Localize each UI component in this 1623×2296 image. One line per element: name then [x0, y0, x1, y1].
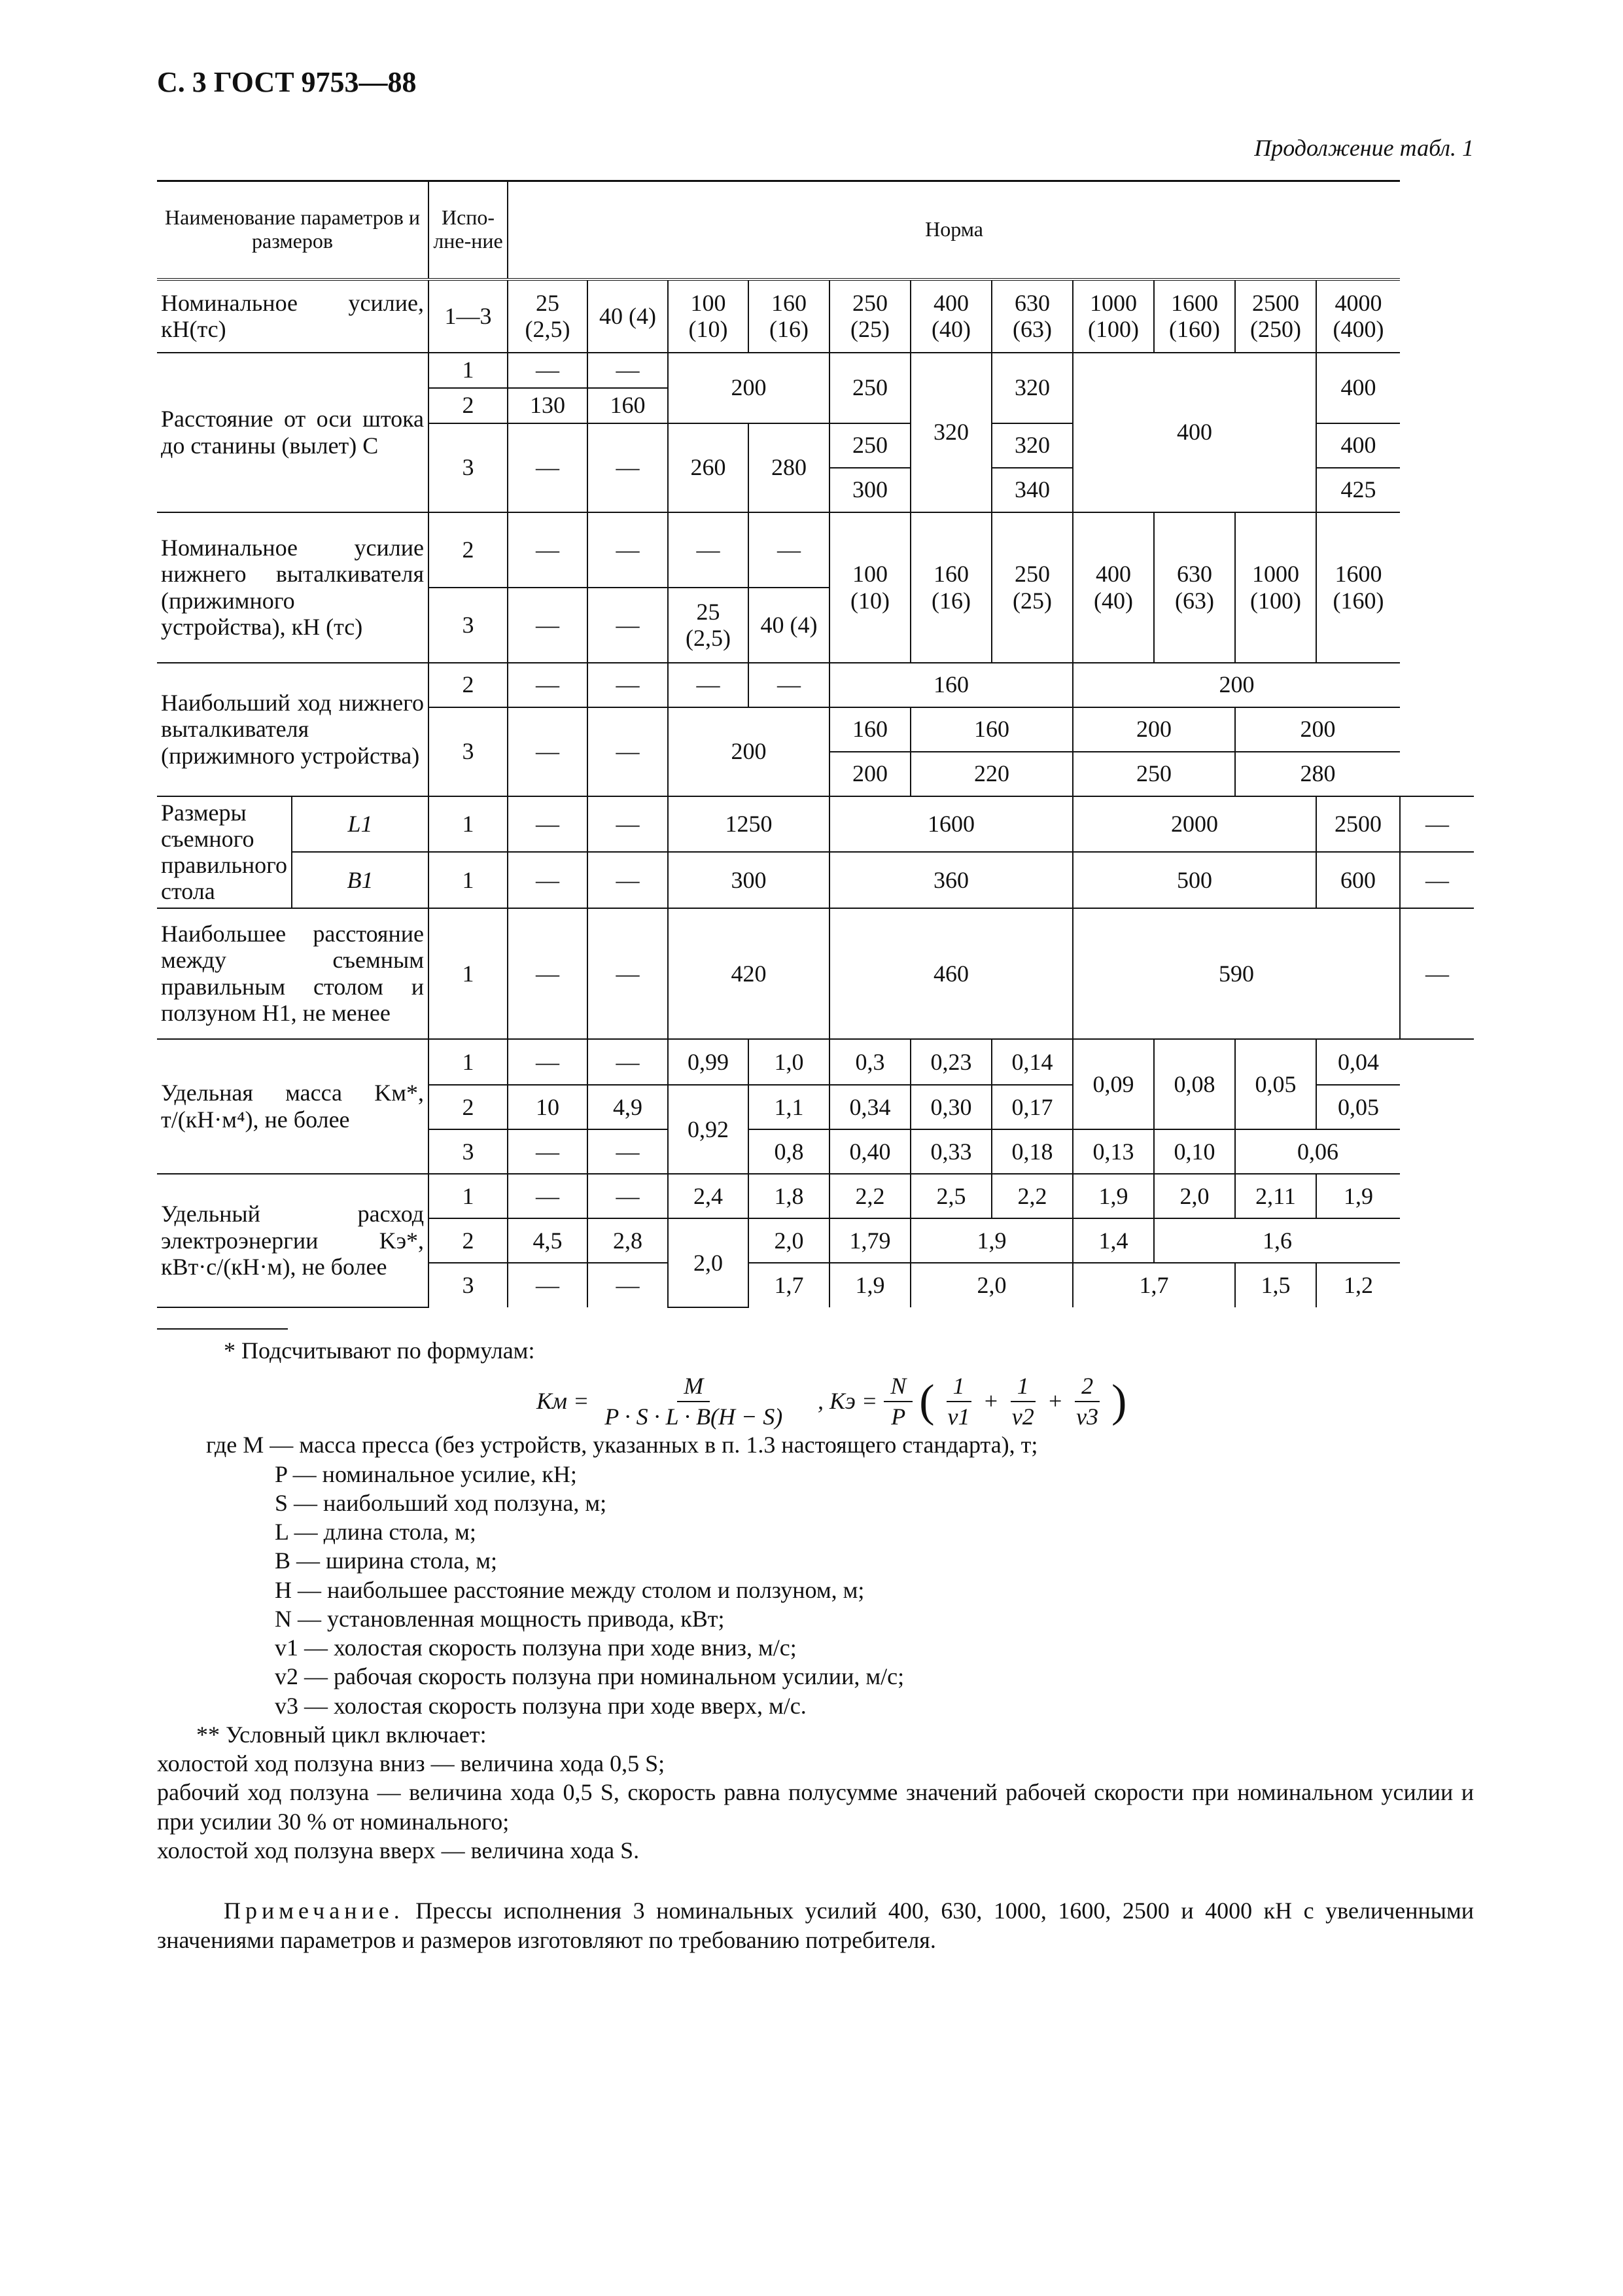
- cell: 1,7: [1073, 1263, 1235, 1307]
- cell: —: [1400, 852, 1474, 908]
- cell: 160 (16): [911, 512, 992, 663]
- cell: 0,13: [1073, 1129, 1154, 1174]
- cell: 100 (10): [829, 512, 911, 663]
- page-header: С. 3 ГОСТ 9753—88: [157, 66, 417, 98]
- cell: 280: [748, 423, 829, 512]
- cell: 0,3: [829, 1039, 911, 1085]
- cell: 260: [668, 423, 748, 512]
- cell: —: [748, 512, 829, 588]
- cell: 1,0: [748, 1039, 829, 1085]
- plus-sign: +: [983, 1388, 999, 1415]
- note-text: Прессы исполнения 3 номинальных усилий 400, 630, 1000, 1600, 2500 и 4000 кН с увеличенными значениями параметров и размеров изготовляют по требованию потребителя.: [157, 1898, 1475, 1953]
- formula-ke: [818, 1371, 1126, 1431]
- cell: —: [508, 353, 587, 388]
- cell: 1,9: [1073, 1174, 1154, 1218]
- cell: —: [587, 1174, 668, 1218]
- cell: 2,8: [587, 1218, 668, 1263]
- cell: 40 (4): [748, 588, 829, 663]
- cell: —: [508, 588, 587, 663]
- cell: 4,9: [587, 1085, 668, 1129]
- cell: 1,79: [829, 1218, 911, 1263]
- term-den: v2: [1011, 1403, 1034, 1430]
- cell: —: [587, 353, 668, 388]
- row-name-ejector-force: Номинальное усилие нижнего выталкивателя (прижимного устройства), кН (тс): [157, 512, 428, 663]
- cell: —: [508, 796, 587, 853]
- cell-l1: L1: [292, 796, 428, 853]
- cell: 0,33: [911, 1129, 992, 1174]
- legend-item: N — установленная мощность привода, кВт;: [275, 1605, 725, 1632]
- cell: 300: [829, 468, 911, 512]
- row-name-mass: Удельная масса Kм*, т/(кН·м⁴), не более: [157, 1039, 428, 1174]
- cell: 1600 (160): [1316, 512, 1400, 663]
- cell-b1: B1: [292, 852, 428, 908]
- cell: —: [1400, 796, 1474, 853]
- cell: 1,5: [1235, 1263, 1316, 1307]
- term-num: 1: [1011, 1371, 1036, 1402]
- cell: 160: [911, 707, 1073, 752]
- footnotes: [157, 1328, 1474, 1954]
- cell: 200: [1073, 663, 1400, 707]
- formulas: [157, 1365, 1474, 1430]
- row-name-table-size: Размеры съемного правильного стола: [157, 796, 292, 908]
- cell: 160: [829, 707, 911, 752]
- cell: 3: [428, 423, 508, 512]
- parameters-table: [157, 180, 1474, 1308]
- ke-term-3: [1070, 1371, 1105, 1431]
- km-numerator: M: [677, 1371, 710, 1402]
- legend-item: B — ширина стола, м;: [275, 1547, 497, 1574]
- row-name-distance: Наибольшее расстояние между съемным правильным столом и ползуном H1, не менее: [157, 908, 428, 1039]
- cell: —: [508, 1174, 587, 1218]
- plus-sign: +: [1047, 1388, 1064, 1415]
- cell: 1,6: [1154, 1218, 1400, 1263]
- cell: —: [508, 707, 587, 796]
- table-row: [157, 796, 1474, 853]
- cell: 0,30: [911, 1085, 992, 1129]
- cell: 1,9: [1316, 1174, 1400, 1218]
- row-name-force: Номинальное усилие, кН(тс): [157, 279, 428, 353]
- cell: 320: [992, 423, 1073, 468]
- cell: 2,11: [1235, 1174, 1316, 1218]
- cell: 1: [428, 1039, 508, 1085]
- cell: 0,10: [1154, 1129, 1235, 1174]
- cell: —: [508, 1263, 587, 1307]
- cell: 590: [1073, 908, 1400, 1039]
- cell: 200: [668, 353, 829, 423]
- cell: 200: [829, 752, 911, 796]
- cell: —: [508, 852, 587, 908]
- cell: 2,4: [668, 1174, 748, 1218]
- cell: 0,04: [1316, 1039, 1400, 1085]
- cell: 630 (63): [1154, 512, 1235, 663]
- cell: 1,7: [748, 1263, 829, 1307]
- cell: 1,8: [748, 1174, 829, 1218]
- cell: 400: [1316, 353, 1400, 423]
- cell: 2: [428, 1218, 508, 1263]
- cell: 2500 (250): [1235, 279, 1316, 353]
- cell: 460: [829, 908, 1073, 1039]
- cell: 200: [1235, 707, 1400, 752]
- cell: 0,92: [668, 1085, 748, 1174]
- cell: 2: [428, 512, 508, 588]
- cell: 0,06: [1235, 1129, 1400, 1174]
- cell: —: [508, 512, 587, 588]
- cell: 400 (40): [911, 279, 992, 353]
- cell: 420: [668, 908, 829, 1039]
- cell: 320: [911, 353, 992, 512]
- legend-item: v2 — рабочая скорость ползуна при номинальном усилии, м/с;: [275, 1663, 905, 1690]
- cell: 0,99: [668, 1039, 748, 1085]
- cell: 160: [829, 663, 1073, 707]
- cell: 1,1: [748, 1085, 829, 1129]
- header-norm: Норма: [508, 181, 1400, 279]
- legend-item: H — наибольшее расстояние между столом и ползуном, м;: [275, 1576, 865, 1603]
- cell: 4,5: [508, 1218, 587, 1263]
- table-row: [157, 353, 1474, 388]
- cell: 3: [428, 588, 508, 663]
- cell: 1: [428, 908, 508, 1039]
- cell: —: [587, 423, 668, 512]
- cell: 220: [911, 752, 1073, 796]
- cell: 2: [428, 1085, 508, 1129]
- cell: —: [508, 663, 587, 707]
- cell: 0,8: [748, 1129, 829, 1174]
- header-variant: Испо-лне-ние: [428, 181, 508, 279]
- cell: —: [587, 796, 668, 853]
- cell: 2,0: [911, 1263, 1073, 1307]
- close-paren: ): [1111, 1375, 1127, 1426]
- cycle-item: рабочий ход ползуна — величина хода 0,5 S, скорость равна полусумме значений рабочей скорости при номинальном усилии и при усилии 30 % от номинального;: [157, 1779, 1474, 1835]
- cell: 2: [428, 663, 508, 707]
- cell: 0,05: [1235, 1039, 1316, 1129]
- table-row: [157, 512, 1474, 588]
- cell: 250 (25): [829, 279, 911, 353]
- cell: —: [587, 512, 668, 588]
- ke-term-2: [1005, 1371, 1041, 1431]
- cell: 360: [829, 852, 1073, 908]
- cell: 280: [1235, 752, 1400, 796]
- cell: 4000 (400): [1316, 279, 1400, 353]
- cell: 10: [508, 1085, 587, 1129]
- cell: 500: [1073, 852, 1316, 908]
- ke-denominator: P: [891, 1403, 906, 1430]
- cell: 0,09: [1073, 1039, 1154, 1129]
- cell: 400 (40): [1073, 512, 1154, 663]
- cell: 1250: [668, 796, 829, 853]
- table-row: [157, 1174, 1474, 1218]
- cycle-item: холостой ход ползуна вниз — величина хода 0,5 S;: [157, 1750, 665, 1777]
- cell: 425: [1316, 468, 1400, 512]
- cell: 2000: [1073, 796, 1316, 853]
- cell: —: [1400, 908, 1474, 1039]
- cell: 1600: [829, 796, 1073, 853]
- term-num: 2: [1075, 1371, 1100, 1402]
- cell: 1,9: [911, 1218, 1073, 1263]
- formula-km: [536, 1371, 789, 1431]
- cell: —: [587, 1129, 668, 1174]
- cell: —: [587, 852, 668, 908]
- ke-lhs: , Kэ =: [818, 1388, 878, 1415]
- cell: —: [587, 1263, 668, 1307]
- cell: —: [668, 512, 748, 588]
- cell: 1,2: [1316, 1263, 1400, 1307]
- cell: 0,14: [992, 1039, 1073, 1085]
- cell: 2500: [1316, 796, 1400, 853]
- table-row: [157, 908, 1474, 1039]
- table-row: [157, 279, 1474, 353]
- cell: —: [587, 707, 668, 796]
- cell: —: [508, 908, 587, 1039]
- cell: 400: [1316, 423, 1400, 468]
- cell: 630 (63): [992, 279, 1073, 353]
- cell: —: [587, 663, 668, 707]
- cell: 2,5: [911, 1174, 992, 1218]
- cell: 25 (2,5): [508, 279, 587, 353]
- table-continuation-label: Продолжение табл. 1: [1254, 135, 1474, 161]
- cell: 0,05: [1316, 1085, 1400, 1129]
- cell: 0,40: [829, 1129, 911, 1174]
- cell: 1,9: [829, 1263, 911, 1307]
- cell: —: [508, 423, 587, 512]
- cell: 1000 (100): [1235, 512, 1316, 663]
- row-name-ejector-stroke: Наибольший ход нижнего выталкивателя (прижимного устройства): [157, 663, 428, 796]
- cell: 2,0: [1154, 1174, 1235, 1218]
- where-line: где M — масса пресса (без устройств, указанных в п. 1.3 настоящего стандарта), т;: [206, 1432, 1038, 1458]
- cell: 0,23: [911, 1039, 992, 1085]
- cell: —: [587, 908, 668, 1039]
- km-lhs: Kм =: [536, 1388, 589, 1415]
- open-paren: (: [919, 1375, 935, 1426]
- cell: 1: [428, 796, 508, 853]
- cell: 160 (16): [748, 279, 829, 353]
- table-row: [157, 663, 1474, 707]
- term-den: v3: [1076, 1403, 1099, 1430]
- cell: 1: [428, 1174, 508, 1218]
- cell: —: [508, 1129, 587, 1174]
- cycle-item: холостой ход ползуна вверх — величина хода S.: [157, 1837, 640, 1863]
- ke-term-1: [941, 1371, 977, 1431]
- cell: —: [668, 663, 748, 707]
- row-name-reach: Расстояние от оси штока до станины (вылет) C: [157, 353, 428, 512]
- legend-item: v3 — холостая скорость ползуна при ходе вверх, м/с.: [275, 1692, 807, 1719]
- cell: 25 (2,5): [668, 588, 748, 663]
- term-den: v1: [947, 1403, 970, 1430]
- row-name-energy: Удельный расход электроэнергии Kэ*, кВт·с/(кН·м), не более: [157, 1174, 428, 1307]
- cell: 2,0: [748, 1218, 829, 1263]
- legend-item: L — длина стола, м;: [275, 1519, 476, 1545]
- legend-item: v1 — холостая скорость ползуна при ходе вниз, м/с;: [275, 1634, 797, 1661]
- cell: 250: [1073, 752, 1235, 796]
- formula-intro: * Подсчитывают по формулам:: [224, 1337, 535, 1364]
- header-param: Наименование параметров и размеров: [157, 181, 428, 279]
- cell: 2,2: [829, 1174, 911, 1218]
- cell: 320: [992, 353, 1073, 423]
- cell: 160: [587, 388, 668, 423]
- cell: 300: [668, 852, 829, 908]
- cell: —: [587, 588, 668, 663]
- cell: 1—3: [428, 279, 508, 353]
- cell: 200: [668, 707, 829, 796]
- km-denominator: P · S · L · B(H − S): [604, 1403, 783, 1430]
- cell: 600: [1316, 852, 1400, 908]
- table-row: [157, 1039, 1474, 1085]
- cell: 2: [428, 388, 508, 423]
- cell: 200: [1073, 707, 1235, 752]
- cell: 340: [992, 468, 1073, 512]
- cell: 2,2: [992, 1174, 1073, 1218]
- cell: 250: [829, 423, 911, 468]
- cell: 3: [428, 707, 508, 796]
- cell: 400: [1073, 353, 1316, 512]
- cell: 2,0: [668, 1218, 748, 1307]
- cell: 0,18: [992, 1129, 1073, 1174]
- footnote-rule: [157, 1328, 288, 1330]
- cell: 1600 (160): [1154, 279, 1235, 353]
- cell: 3: [428, 1263, 508, 1307]
- cell: 1: [428, 852, 508, 908]
- legend-item: P — номинальное усилие, кН;: [275, 1460, 577, 1487]
- term-num: 1: [947, 1371, 971, 1402]
- note-label: Примечание.: [224, 1898, 404, 1924]
- cell: —: [587, 1039, 668, 1085]
- cell: 250 (25): [992, 512, 1073, 663]
- cell: 250: [829, 353, 911, 423]
- cell: 130: [508, 388, 587, 423]
- note-paragraph: [157, 1896, 1474, 1954]
- cell: 0,34: [829, 1085, 911, 1129]
- cell: 100 (10): [668, 279, 748, 353]
- cell: 1,4: [1073, 1218, 1154, 1263]
- table-row: [157, 852, 1474, 908]
- cycle-title: ** Условный цикл включает:: [196, 1721, 487, 1748]
- cell: —: [508, 1039, 587, 1085]
- cell: 3: [428, 1129, 508, 1174]
- km-fraction: [598, 1371, 789, 1431]
- ke-np-fraction: [884, 1371, 913, 1431]
- cell: 1: [428, 353, 508, 388]
- cell: 0,17: [992, 1085, 1073, 1129]
- cell: 40 (4): [587, 279, 668, 353]
- cell: —: [748, 663, 829, 707]
- legend-item: S — наибольший ход ползуна, м;: [275, 1489, 607, 1516]
- cell: 1000 (100): [1073, 279, 1154, 353]
- ke-numerator: N: [884, 1371, 913, 1402]
- cell: 0,08: [1154, 1039, 1235, 1129]
- table-header-row: [157, 181, 1474, 279]
